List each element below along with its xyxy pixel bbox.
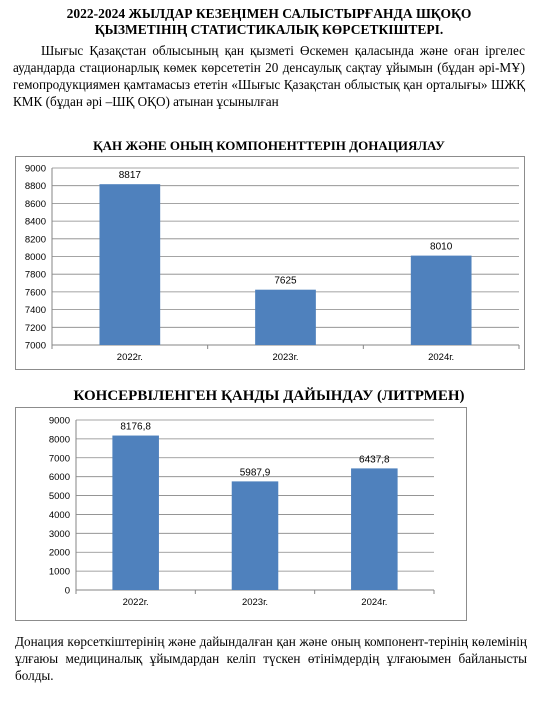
footer-paragraph: Донация көрсеткіштерінің және дайындалған қан және оның компонент-терінің көлемінің ұлғаюы медициналық ұйымдардан келіп түскен өтінімдердің ұлғаюымен байланысты болды. <box>15 634 527 683</box>
chart1-category-label: 2023г. <box>272 352 299 363</box>
chart1-bar <box>411 256 472 345</box>
chart2-bar <box>112 436 159 590</box>
chart2-ytick-label: 2000 <box>48 547 70 559</box>
chart1-category-label: 2024г. <box>428 352 455 363</box>
chart1-category-label: 2022г. <box>116 352 143 363</box>
chart2-ytick-label: 9000 <box>48 415 70 427</box>
chart2-category-label: 2022г. <box>122 597 149 608</box>
chart1-ytick-label: 7400 <box>24 305 46 317</box>
chart2-ytick-label: 5000 <box>48 491 70 503</box>
document-title-line2: ҚЫЗМЕТІНІҢ СТАТИСТИКАЛЫҚ КӨРСЕТКІШТЕРІ. <box>94 22 444 37</box>
chart1-title: ҚАН ЖӘНЕ ОНЫҢ КОМПОНЕНТТЕРІН ДОНАЦИЯЛАУ <box>93 138 445 153</box>
chart1-bar <box>255 290 316 345</box>
chart1-frame <box>15 156 525 370</box>
chart1-ytick-label: 8200 <box>24 234 46 246</box>
chart1-ytick-label: 8400 <box>24 216 46 228</box>
chart1-ytick-label: 7200 <box>24 322 46 334</box>
chart2-ytick-label: 7000 <box>48 453 70 465</box>
chart2-title: КОНСЕРВІЛЕНГЕН ҚАНДЫ ДАЙЫНДАУ (ЛИТРМЕН) <box>73 388 465 404</box>
chart2-data-label: 8176,8 <box>120 421 151 433</box>
chart2-category-label: 2024г. <box>361 597 388 608</box>
chart1-ytick-label: 7600 <box>24 287 46 299</box>
chart1-data-label: 8817 <box>118 170 141 182</box>
intro-paragraph: Шығыс Қазақстан облысының қан қызметі Өскемен қаласында және оған іргелес аудандарда стационарлық көмек көрсететін 20 денсаулық сақтау ұйымын (бұдан әрі-МҰ) гемопродукциямен қамтамасыз ететін «Шығыс Қазақстан облыстық қан орталығы» ШЖҚ КМК (бұдан әрі –ШҚ ОҚО) атынан ұсынылған <box>13 43 525 109</box>
chart1-ytick-label: 8800 <box>24 181 46 193</box>
chart2-bar <box>232 481 279 590</box>
chart1-ytick-label: 7000 <box>24 340 46 352</box>
chart2-data-label: 6437,8 <box>359 454 390 466</box>
chart1-data-label: 7625 <box>274 275 297 287</box>
chart2-ytick-label: 4000 <box>48 509 70 521</box>
chart1-ytick-label: 8600 <box>24 198 46 210</box>
chart1-svg <box>16 157 524 369</box>
chart2-bar <box>351 468 398 590</box>
chart1-data-label: 8010 <box>430 241 453 253</box>
chart1-ytick-label: 8000 <box>24 252 46 263</box>
chart2-ytick-label: 1000 <box>48 566 70 578</box>
chart2-ytick-label: 3000 <box>48 528 70 540</box>
chart1-bar <box>99 184 160 345</box>
chart1-ytick-label: 7800 <box>24 269 46 281</box>
chart2-data-label: 5987,9 <box>239 467 271 479</box>
chart2-category-label: 2023г. <box>241 597 269 608</box>
chart1-ytick-label: 9000 <box>24 163 46 175</box>
chart2-frame <box>15 407 467 621</box>
chart2-svg <box>16 408 466 620</box>
document-title <box>20 6 518 38</box>
chart2-ytick-label: 8000 <box>48 434 70 446</box>
chart2-ytick-label: 6000 <box>48 472 70 484</box>
document-title-line1: 2022-2024 ЖЫЛДАР КЕЗЕҢІМЕН САЛЫСТЫРҒАНДА ШҚОҚО <box>66 6 472 21</box>
chart2-ytick-label: 0 <box>64 585 70 597</box>
